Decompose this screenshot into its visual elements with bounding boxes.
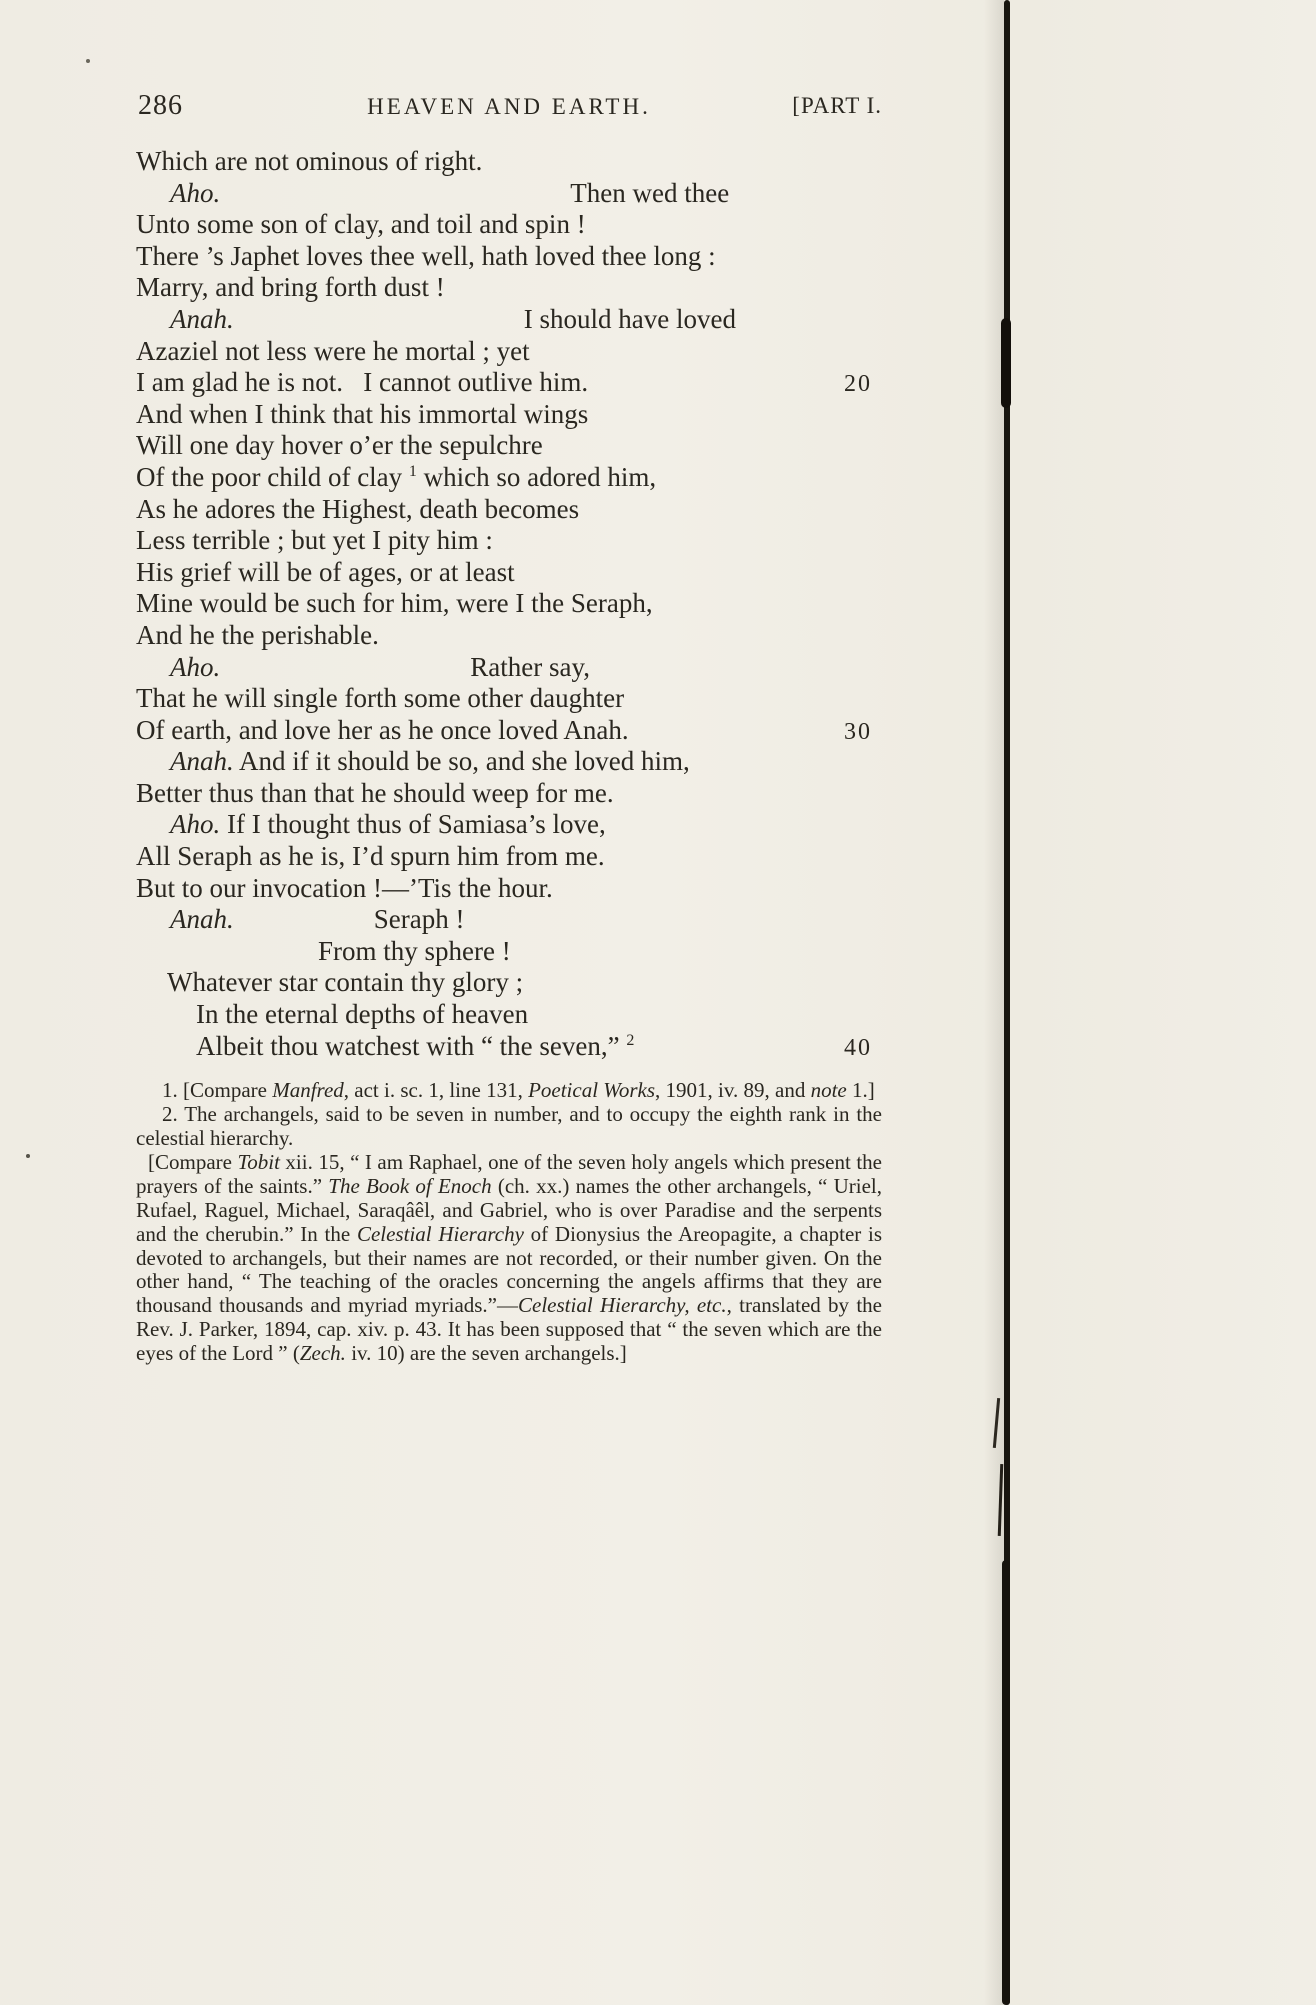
poem-line — [136, 715, 882, 747]
italic-text: Celestial Hierarchy, etc. — [518, 1293, 727, 1318]
line-number: 40 — [844, 1034, 872, 1061]
text-run: That he will single forth some other daughter — [136, 683, 625, 714]
text-run: Which are not ominous of right. — [136, 146, 483, 176]
text-run: , translated by the Rev. J. Parker, 1894, cap. xiv. p. 43. It has been supposed that “ the seven which are the eyes of the Lord ” ( — [136, 1293, 882, 1366]
text-run: Azaziel not less were he mortal ; yet — [136, 335, 530, 366]
tab-space — [234, 327, 524, 328]
poem-line — [136, 336, 882, 368]
footnotes — [136, 1079, 882, 1366]
part-label: [PART I. — [792, 93, 882, 118]
text-run: From thy sphere ! — [318, 935, 511, 966]
text-run: His grief will be of ages, or at least — [136, 556, 515, 587]
text-run: 2. The archangels, said to be seven in number, and to occupy the eighth rank in the celestial hierarchy. — [136, 1102, 882, 1151]
footnote — [136, 1103, 882, 1151]
tab-space — [234, 927, 374, 928]
poem-line — [136, 904, 882, 936]
italic-text: Celestial Hierarchy — [356, 1221, 524, 1246]
footnote — [136, 1079, 882, 1103]
poem-line — [136, 430, 882, 462]
text-run: All Seraph as he is, I’d spurn him from me. — [136, 841, 605, 872]
paper-speck — [86, 59, 90, 63]
text-block — [136, 146, 882, 1366]
poem-line — [136, 241, 882, 273]
poem-line — [136, 841, 882, 873]
poem-line — [136, 272, 882, 304]
poem-line — [136, 936, 882, 968]
poem-line — [136, 494, 882, 526]
poem-line — [136, 178, 882, 210]
poem-line — [136, 209, 882, 241]
text-run: xii. 15, “ I am Raphael, one of the seven holy angels which present the prayers of the saints.” — [136, 1149, 882, 1198]
page-number: 286 — [138, 90, 183, 121]
text-run: As he adores the Highest, death becomes — [136, 493, 580, 524]
footnote — [136, 1151, 882, 1366]
text-run: But to our invocation !—’Tis the hour. — [136, 872, 553, 903]
italic-text: Zech. — [299, 1341, 346, 1366]
text-run: which so adored him, — [416, 461, 657, 492]
text-run: Rather say, — [470, 651, 590, 682]
italic-text: Aho. — [170, 177, 221, 208]
text-run: 1.] — [846, 1078, 875, 1103]
italic-text: Anah. — [170, 904, 234, 935]
poem-line — [136, 304, 882, 336]
text-run: And he the perishable. — [136, 619, 379, 650]
text-run: And when I think that his immortal wings — [136, 398, 589, 429]
text-run: If I thought thus of Samiasa’s love, — [220, 809, 606, 840]
running-title: HEAVEN AND EARTH. — [367, 94, 651, 119]
scan-gutter-shadow — [984, 0, 1004, 2005]
italic-text: Manfred — [272, 1078, 344, 1103]
poem-line — [136, 809, 882, 841]
scan-ink-blob — [1001, 318, 1011, 408]
text-run: , 1901, iv. 89, and — [655, 1078, 811, 1103]
poem-line — [136, 399, 882, 431]
poem — [136, 146, 882, 1062]
poem-line — [136, 999, 882, 1031]
text-run: Of the poor child of clay — [136, 461, 409, 492]
text-run: There ’s Japhet loves thee well, hath loved thee long : — [136, 240, 716, 271]
poem-line — [136, 367, 882, 399]
text-run: Albeit thou watchest with “ the seven,” — [196, 1030, 627, 1061]
text-run: I should have loved — [523, 303, 736, 334]
text-run: 1. [Compare — [162, 1078, 273, 1103]
text-run: (ch. xx.) names the other archangels, “ Uriel, Rufael, Raguel, Michael, Saraqâêl, and Gabriel, who is over Paradise and the serpents and the cherubin.” In the — [136, 1173, 883, 1246]
text-run: Then wed thee — [570, 177, 730, 208]
text-run: Will one day hover o’er the sepulchre — [136, 430, 543, 461]
text-run: Better thus than that he should weep for me. — [136, 777, 614, 808]
poem-line — [136, 557, 882, 589]
footnote-ref: 2 — [626, 1031, 635, 1049]
scan-edge-line-bottom — [1002, 1560, 1010, 2005]
footnote-ref: 1 — [408, 462, 417, 480]
poem-line — [136, 967, 882, 999]
poem-line — [136, 1031, 882, 1063]
page-header — [136, 90, 882, 126]
paper-speck — [26, 1154, 30, 1158]
poem-line — [136, 683, 882, 715]
italic-text: Aho. — [170, 651, 221, 682]
poem-line — [136, 873, 882, 905]
text-run: Marry, and bring forth dust ! — [136, 272, 445, 303]
poem-line — [136, 620, 882, 652]
text-run: iv. 10) are the seven archangels.] — [345, 1341, 627, 1366]
poem-line — [136, 778, 882, 810]
italic-text: Anah. — [170, 303, 234, 334]
poem-line — [136, 652, 882, 684]
line-number: 30 — [844, 718, 872, 745]
text-run: Unto some son of clay, and toil and spin ! — [136, 209, 586, 240]
poem-line — [136, 146, 882, 178]
text-run: And if it should be so, and she loved him, — [233, 746, 690, 777]
italic-text: Poetical Works — [528, 1078, 656, 1103]
italic-text: Aho. — [170, 809, 221, 840]
poem-line — [136, 462, 882, 494]
text-run: I am glad he is not. I cannot outlive him. — [136, 367, 589, 398]
italic-text: Anah. — [170, 746, 234, 777]
poem-line — [136, 525, 882, 557]
poem-line — [136, 588, 882, 620]
text-run: , act i. sc. 1, line 131, — [343, 1078, 529, 1103]
text-run: [Compare — [148, 1149, 238, 1174]
text-run: Mine would be such for him, were I the Seraph, — [136, 588, 653, 619]
text-run: Less terrible ; but yet I pity him : — [136, 525, 493, 556]
text-run: Whatever star contain thy glory ; — [167, 967, 524, 998]
poem-line — [136, 746, 882, 778]
italic-text: Tobit — [237, 1149, 280, 1174]
tab-space — [220, 201, 570, 202]
italic-text: The Book of Enoch — [328, 1173, 492, 1198]
tab-space — [220, 675, 470, 676]
text-run: of Dionysius the Areopagite, a chapter is devoted to archangels, but their names are not recorded, or their number given. On the other hand, “ The teaching of the oracles concerning the angels affirms that they are thousand thousands and myriad myriads.”— — [136, 1221, 883, 1318]
text-run: Seraph ! — [373, 904, 465, 935]
italic-text: note — [810, 1078, 847, 1103]
text-run: In the eternal depths of heaven — [196, 999, 529, 1030]
text-run: Of earth, and love her as he once loved Anah. — [136, 714, 629, 745]
line-number: 20 — [844, 371, 872, 398]
